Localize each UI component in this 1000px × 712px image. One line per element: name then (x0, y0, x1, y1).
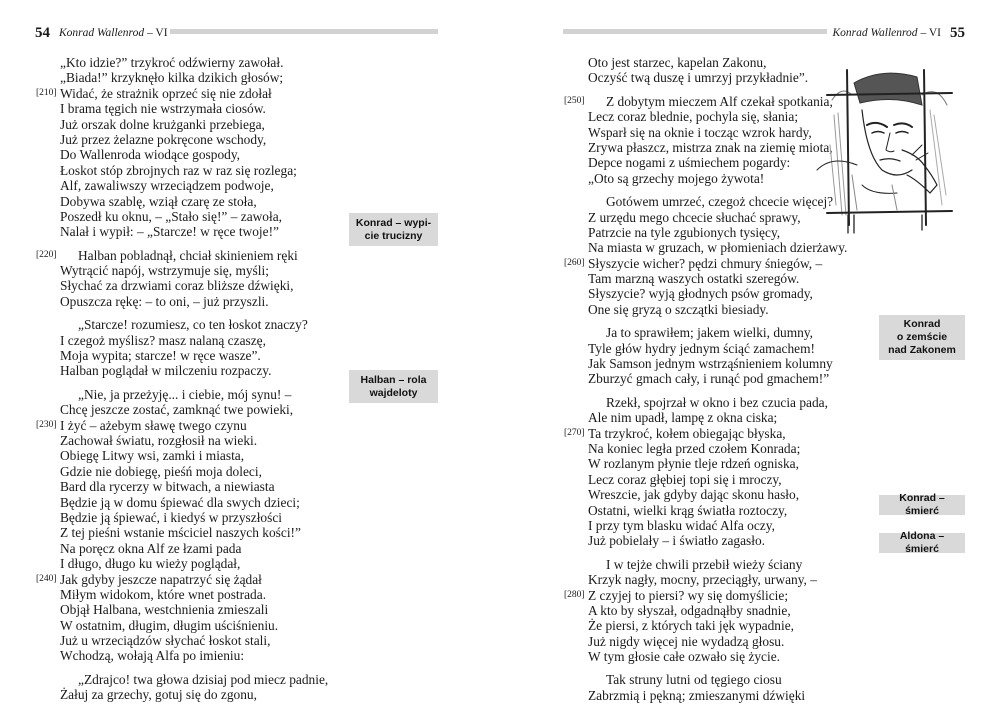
verse-text: Oczyść twą duszę i umrzyj przykładnie”. (588, 70, 809, 86)
verse-line (60, 672, 328, 687)
verse-text: Ale nim upadł, lampę z okna ciska; (588, 410, 778, 426)
verse-text: Tyle głów hydry jednym ściąć zamachem! (588, 340, 815, 356)
page-number: 55 (950, 24, 965, 41)
verse-text: „Starcze! rozumiesz, co ten łoskot znaczy? (78, 317, 308, 333)
verse-text: Ja to sprawiłem; jakem wielki, dumny, (606, 325, 814, 341)
verse-line (36, 247, 328, 263)
verse-text: I czegoż myślisz? masz nalaną czaszę, (60, 332, 266, 348)
verse-text: Na koniec legła przed czołem Konrada; (588, 440, 801, 456)
verse-text: Z dobytym mieczem Alf czekał spotkania, (606, 93, 833, 109)
verse-text: Do Wallenroda wiodące gospody, (60, 147, 241, 163)
verse-text: Słyszycie? wyją głodnych psów gromady, (588, 286, 813, 302)
verse-text: Depce nogami z uśmiechem pogardy: (588, 155, 791, 171)
verse-line (60, 317, 328, 332)
verse-text: One się gryzą o szczątki biesiady. (588, 301, 769, 317)
verse-text: Już przez żelazne pokręcone wschody, (60, 131, 267, 147)
poem-text (36, 55, 329, 711)
stanza (36, 247, 328, 310)
verse-line (588, 109, 847, 124)
verse-line (36, 85, 328, 101)
line-number: [220] (36, 249, 57, 260)
verse-text: Już orszak dolne krużganki przebiega, (60, 116, 265, 132)
verse-line (60, 556, 328, 571)
verse-text: Objął Halbana, westchnienia zmieszali (60, 602, 269, 618)
verse-text: Już u wrzeciądzów słychać łoskot stali, (60, 633, 271, 649)
verse-text: Wreszcie, jak gdyby dając skonu hasło, (588, 487, 800, 503)
verse-text: Na miasta w gruzach, w płomieniach dzierżawy. (588, 240, 848, 256)
verse-text: Z czyjej to piersi? wy się domyślicie; (588, 587, 789, 603)
stanza (588, 55, 847, 86)
header-rule (563, 29, 827, 34)
verse-text: Dobywa szablę, wziął czarę ze stoła, (60, 193, 257, 209)
verse-line (60, 55, 328, 70)
verse-line (564, 93, 847, 109)
verse-text: Rzekł, spojrzał w okno i bez czucia pada, (606, 394, 828, 410)
verse-line (564, 255, 847, 271)
verse-text: Obiegę Litwy wsi, zamki i miasta, (60, 448, 245, 464)
verse-text: Będzie ją w domu śpiewać dla swych dzieci; (60, 494, 300, 510)
verse-text: Tam marzną waszych ostatki szeregów. (588, 271, 800, 287)
right-page (500, 0, 1000, 712)
margin-note: Aldona – śmierć (879, 533, 965, 553)
verse-text: Poszedł ku oknu, – „Stało się!” – zawoła, (60, 208, 283, 224)
verse-text: „Oto są grzechy mojego żywota! (588, 170, 765, 186)
verse-text: I brama tęgich nie wstrzymała ciosów. (60, 101, 266, 117)
verse-text: A kto by słyszał, odgadnąłby snadnie, (588, 602, 791, 618)
verse-line (588, 55, 847, 70)
verse-line (60, 178, 328, 193)
verse-text: Gdzie nie dobiegę, pieśń moja doleci, (60, 463, 262, 479)
verse-line (60, 633, 328, 648)
line-number: [240] (36, 573, 57, 584)
verse-text: Że piersi, z których taki jęk wypadnie, (588, 618, 794, 634)
verse-line (60, 117, 328, 132)
verse-text: Moja wypita; starcze! w ręce wasze”. (60, 348, 261, 364)
verse-line (588, 634, 847, 649)
verse-line (60, 294, 328, 309)
verse-line (588, 503, 847, 518)
verse-line (60, 687, 328, 702)
verse-line (60, 163, 328, 178)
stanza (60, 317, 328, 379)
verse-line (60, 495, 328, 510)
line-number: [260] (564, 257, 585, 268)
stanza (60, 672, 328, 703)
verse-line (588, 572, 847, 587)
verse-line (36, 571, 328, 587)
verse-line (60, 618, 328, 633)
running-header (832, 23, 965, 43)
verse-line (588, 410, 847, 425)
verse-text: I żyć – ażebym sławę twego czynu (60, 417, 247, 433)
verse-line (588, 371, 847, 386)
verse-text: Wchodzą, wołają Alfa po imieniu: (60, 648, 245, 664)
verse-text: Lecz coraz blednie, pochyla się, słania; (588, 109, 799, 125)
stanza (36, 386, 328, 664)
verse-text: I przy tym blasku widać Alfa oczy, (588, 517, 775, 533)
verse-line (60, 464, 328, 479)
margin-note: Konrad – wypi- cie trucizny (349, 213, 438, 246)
verse-line (588, 487, 847, 502)
verse-line (60, 648, 328, 663)
verse-text: Patrzcie na tyle zgubionych tysięcy, (588, 224, 781, 240)
running-header (35, 23, 168, 43)
stanza (36, 55, 328, 240)
verse-text: W ostatnim, długim, długim uściśnieniu. (60, 617, 279, 633)
line-number: [210] (36, 87, 57, 98)
margin-note: Konrad o zemście nad Zakonem (879, 315, 965, 360)
verse-line (588, 472, 847, 487)
verse-line (588, 395, 847, 410)
verse-line (588, 140, 847, 155)
verse-line (588, 603, 847, 618)
verse-line (588, 672, 847, 687)
verse-text: Słychać za drzwiami coraz bliższe dźwięki, (60, 278, 294, 294)
verse-text: I długo, długo ku wieży poglądał, (60, 556, 241, 572)
verse-line (60, 333, 328, 348)
verse-text: Zburzyć gmach cały, i runąć pod gmachem!” (588, 371, 830, 387)
verse-text: Halban pobladnął, chciał skinieniem ręki (78, 247, 298, 263)
verse-line (60, 510, 328, 525)
verse-line (588, 271, 847, 286)
verse-line (588, 302, 847, 317)
verse-line (60, 132, 328, 147)
verse-text: Słyszycie wicher? pędzi chmury śniegów, – (588, 255, 823, 271)
verse-text: Żałuj za grzechy, gotuj się do zgonu, (60, 687, 257, 703)
verse-text: Miłym widokom, które wnet postrada. (60, 586, 267, 602)
verse-text: Wytrącić napój, wstrzymuje się, myśli; (60, 263, 269, 279)
verse-text: Zachował światu, rozgłosił na wieki. (60, 432, 258, 448)
verse-line (60, 263, 328, 278)
verse-line (60, 602, 328, 617)
verse-text: Jak Samson jednym wstrząśnieniem kolumny (588, 356, 833, 372)
running-title: Konrad Wallenrod – VI (832, 27, 941, 39)
verse-line (588, 70, 847, 85)
verse-line (60, 278, 328, 293)
verse-line (588, 225, 847, 240)
verse-text: Łoskot stóp zbrojnych raz w raz się rozlega; (60, 162, 297, 178)
verse-line (588, 688, 847, 703)
verse-line (588, 557, 847, 572)
verse-line (588, 240, 847, 255)
verse-line (588, 356, 847, 371)
stanza (588, 325, 847, 387)
verse-text: Wsparł się na oknie i tocząc wzrok hardy, (588, 124, 812, 140)
verse-line (60, 209, 328, 224)
verse-text: Chcę jeszcze zostać, zamknąć twe powieki, (60, 402, 294, 418)
line-number: [250] (564, 95, 585, 106)
verse-text: Nalał i wypił: – „Starcze! w ręce twoje!” (60, 224, 279, 240)
verse-line (588, 456, 847, 471)
verse-line (60, 402, 328, 417)
verse-line (588, 194, 847, 209)
verse-line (60, 70, 328, 85)
line-number: [270] (564, 427, 585, 438)
verse-text: Ostatni, wielki krąg światła roztoczy, (588, 502, 788, 518)
verse-line (588, 325, 847, 340)
verse-text: Będzie ją śpiewać, i kiedyś w przyszłości (60, 509, 282, 525)
verse-text: Ta trzykroć, kołem obiegając błyska, (588, 425, 786, 441)
prisoner-illustration (812, 65, 962, 235)
verse-line (588, 649, 847, 664)
stanza (564, 394, 847, 549)
verse-line (60, 541, 328, 556)
verse-line (60, 448, 328, 463)
verse-line (60, 194, 328, 209)
verse-text: Z urzędu mego chcecie słuchać sprawy, (588, 209, 801, 225)
header-rule (170, 29, 438, 34)
verse-line (588, 533, 847, 548)
margin-note: Konrad – śmierć (879, 495, 965, 515)
line-number: [280] (564, 589, 585, 600)
verse-text: W rozlanym płynie tleje rdzeń ogniska, (588, 456, 799, 472)
verse-line (564, 425, 847, 441)
verse-text: „Kto idzie?” trzykroć odźwierny zawołał. (60, 55, 284, 70)
verse-text: Oto jest starzec, kapelan Zakonu, (588, 55, 767, 70)
verse-text: Alf, zawaliwszy wrzeciądzem podwoje, (60, 178, 274, 194)
verse-line (588, 286, 847, 301)
verse-line (588, 618, 847, 633)
page-number: 54 (35, 24, 50, 41)
stanza (564, 194, 848, 317)
verse-line (60, 363, 328, 378)
verse-text: „Zdrajco! twa głowa dzisiaj pod miecz padnie, (78, 671, 329, 687)
section-label: – VI (144, 27, 168, 39)
stanza (564, 556, 847, 665)
line-number: [230] (36, 419, 57, 430)
verse-text: Krzyk nagły, mocny, przeciągły, urwany, – (588, 572, 817, 588)
verse-text: „Nie, ja przeżyję... i ciebie, mój synu! – (78, 386, 292, 402)
verse-text: Widać, że strażnik oprzeć się nie zdołał (60, 85, 272, 101)
verse-line (60, 348, 328, 363)
verse-line (588, 341, 847, 356)
verse-text: Z tej pieśni wstanie mściciel naszych kości!” (60, 525, 301, 541)
verse-line (60, 525, 328, 540)
verse-line (60, 433, 328, 448)
verse-text: W tym głosie całe ozwało się życie. (588, 649, 780, 665)
verse-line (588, 210, 847, 225)
verse-text: Jak gdyby jeszcze napatrzyć się żądał (60, 571, 262, 587)
verse-line (564, 587, 847, 603)
verse-line (60, 101, 328, 116)
verse-line (588, 155, 847, 170)
verse-text: Już nigdy więcej nie wydadzą głosu. (588, 633, 785, 649)
verse-line (588, 171, 847, 186)
margin-note: Halban – rola wajdeloty (349, 370, 438, 403)
verse-text: Tak struny lutni od tęgiego ciosu (606, 672, 782, 688)
verse-text: Bard dla rycerzy w bitwach, a niewiasta (60, 479, 275, 495)
verse-text: Zabrzmią i pękną; zmieszanymi dźwięki (588, 687, 806, 703)
stanza (588, 672, 847, 703)
verse-line (60, 387, 328, 402)
verse-text: Już pobielały – i światło zagasło. (588, 533, 766, 549)
verse-text: Gotówem umrzeć, czegoż chcecie więcej? (606, 194, 834, 210)
verse-line (60, 587, 328, 602)
verse-text: Na poręcz okna Alf ze łzami pada (60, 540, 242, 556)
verse-line (36, 417, 328, 433)
verse-text: Zrywa płaszcz, mistrza znak na ziemię miota, (588, 139, 833, 155)
verse-text: Opuszcza rękę: – to oni, – już przyszli. (60, 293, 269, 309)
verse-line (588, 125, 847, 140)
stanza (564, 93, 847, 186)
verse-text: I w tejże chwili przebił wieży ściany (606, 556, 803, 572)
verse-line (588, 518, 847, 533)
verse-text: „Biada!” krzyknęło kilka dzikich głosów; (60, 70, 284, 86)
poem-text (564, 55, 848, 711)
running-title: Konrad Wallenrod – VI (59, 27, 168, 39)
verse-text: Halban poglądał w milczeniu rozpaczy. (60, 363, 272, 379)
verse-line (588, 441, 847, 456)
verse-text: Lecz coraz głębiej topi się i mroczy, (588, 471, 782, 487)
verse-line (60, 479, 328, 494)
section-label: – VI (917, 27, 941, 39)
verse-line (60, 224, 328, 239)
verse-line (60, 147, 328, 162)
